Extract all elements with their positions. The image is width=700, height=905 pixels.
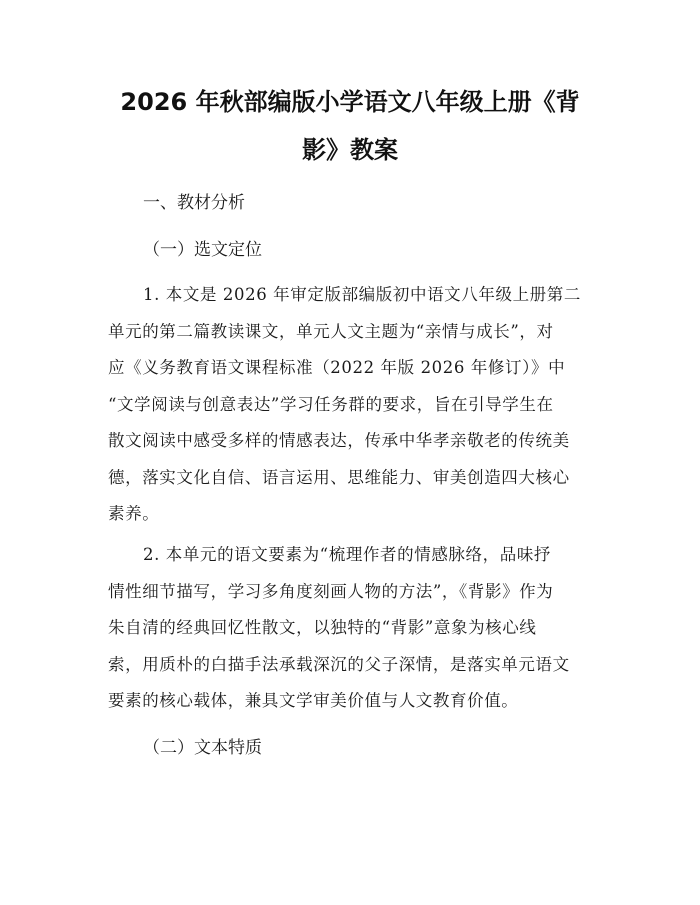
paragraph-2-line: 索，用质朴的白描手法承载深沉的父子深情，是落实单元语文 bbox=[108, 654, 570, 674]
paragraph-1-line: 1. 本文是 2026 年审定版部编版初中语文八年级上册第二 bbox=[143, 285, 581, 304]
paragraph-1-line: 德，落实文化自信、语言运用、思维能力、审美创造四大核心 bbox=[108, 467, 570, 487]
paragraph-2-line: 要素的核心载体，兼具文学审美价值与人文教育价值。 bbox=[108, 691, 519, 710]
paragraph-1-line: 单元的第二篇教读课文，单元人文主题为“亲情与成长”，对 bbox=[108, 321, 554, 341]
paragraph-2 bbox=[108, 543, 603, 726]
paragraph-2-line: 朱自清的经典回忆性散文，以独特的“背影”意象为核心线 bbox=[108, 618, 537, 637]
document-title-line-2: 影》教案 bbox=[302, 136, 398, 164]
paragraph-1-line: 素养。 bbox=[108, 504, 160, 523]
document-title-line-1: 2026 年秋部编版小学语文八年级上册《背 bbox=[120, 88, 580, 116]
paragraph-1-line: 应《义务教育语文课程标准（2022 年版 2026 年修订）》中 bbox=[108, 358, 566, 377]
paragraph-1-line: “文学阅读与创意表达”学习任务群的要求，旨在引导学生在 bbox=[108, 394, 554, 414]
paragraph-2-line: 2. 本单元的语文要素为“梳理作者的情感脉络，品味抒 bbox=[143, 545, 552, 564]
section-heading: 一、教材分析 bbox=[143, 193, 245, 213]
subsection-heading-1: （一）选文定位 bbox=[143, 240, 262, 260]
subsection-heading-2: （二）文本特质 bbox=[143, 738, 262, 758]
paragraph-1 bbox=[108, 283, 603, 539]
paragraph-2-line: 情性细节描写，学习多角度刻画人物的方法”，《背影》作为 bbox=[108, 581, 554, 601]
paragraph-1-line: 散文阅读中感受多样的情感表达，传承中华孝亲敬老的传统美 bbox=[108, 431, 570, 450]
